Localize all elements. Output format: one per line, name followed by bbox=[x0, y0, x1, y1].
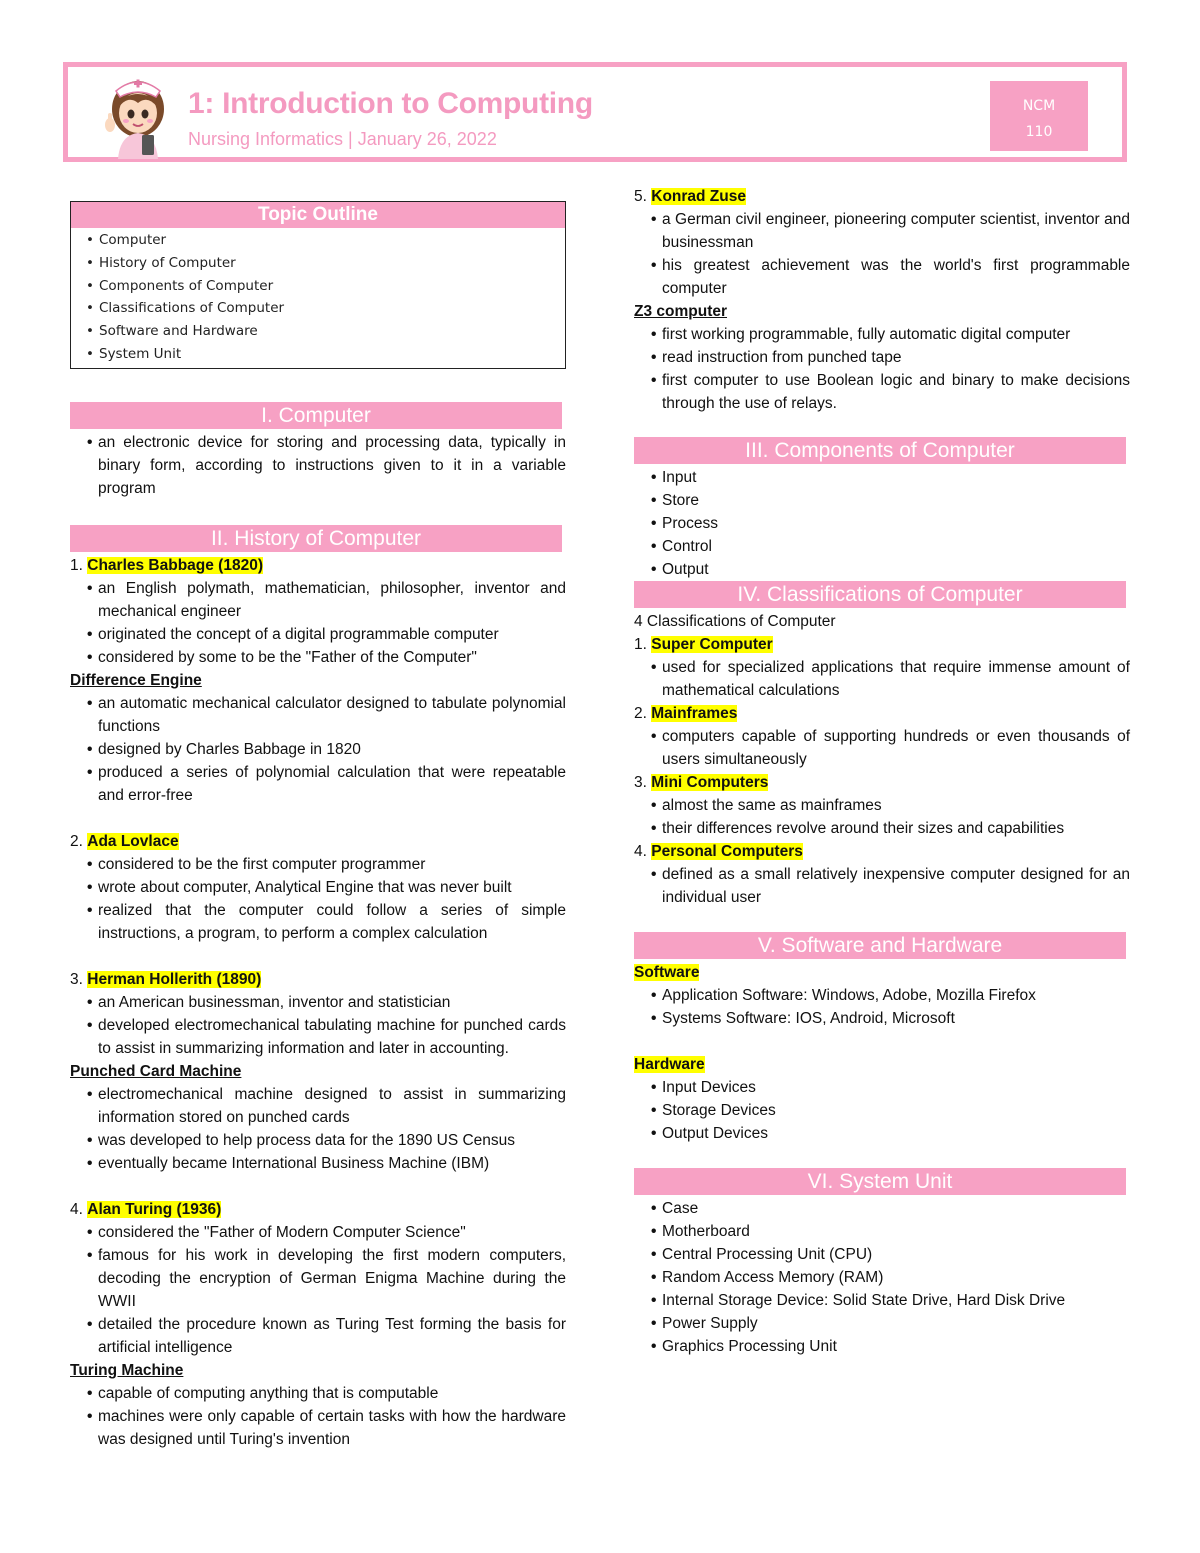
section-heading: V. Software and Hardware bbox=[634, 932, 1126, 959]
section-history bbox=[70, 525, 566, 1451]
person-heading bbox=[70, 554, 566, 577]
bullet-item: • electromechanical machine designed to assist in summarizing information stored on punched cards bbox=[98, 1083, 566, 1129]
document-title: 1: Introduction to Computing bbox=[188, 87, 593, 120]
bullet-item: • Input bbox=[662, 466, 1130, 489]
bullet-item: • Systems Software: IOS, Android, Microsoft bbox=[662, 1007, 1130, 1030]
bullet-item: • read instruction from punched tape bbox=[662, 346, 1130, 369]
bullet-item: • an English polymath, mathematician, philosopher, inventor and mechanical engineer bbox=[98, 577, 566, 623]
topic-outline-title: Topic Outline bbox=[71, 202, 565, 228]
person-heading bbox=[70, 830, 566, 853]
subheading: Difference Engine bbox=[70, 671, 202, 689]
bullet-list bbox=[634, 794, 1130, 840]
right-column bbox=[634, 185, 1130, 1371]
bullet-list bbox=[634, 466, 1130, 581]
person-name: Konrad Zuse bbox=[651, 188, 746, 205]
bullet-item: • his greatest achievement was the world's first programmable computer bbox=[662, 254, 1130, 300]
outline-item: • History of Computer bbox=[99, 252, 565, 275]
bullet-list bbox=[70, 577, 566, 669]
bullet-item: • eventually became International Business Machine (IBM) bbox=[98, 1152, 566, 1175]
bullet-item: • Random Access Memory (RAM) bbox=[662, 1266, 1130, 1289]
outline-item: • Computer bbox=[99, 229, 565, 252]
bullet-list bbox=[634, 984, 1130, 1030]
classifications-intro: 4 Classifications of Computer bbox=[634, 613, 836, 630]
bullet-item: • machines were only capable of certain tasks with how the hardware was designed until Turing's invention bbox=[98, 1405, 566, 1451]
hardware-label: Hardware bbox=[634, 1056, 705, 1073]
item-number: 4. bbox=[70, 1200, 83, 1218]
document-subtitle: Nursing Informatics | January 26, 2022 bbox=[188, 129, 497, 149]
section-heading: I. Computer bbox=[70, 402, 562, 429]
classification-name: Super Computer bbox=[651, 636, 773, 653]
outline-item: • Classifications of Computer bbox=[99, 297, 565, 320]
nurse-avatar-icon bbox=[98, 73, 176, 159]
person-name: Herman Hollerith (1890) bbox=[87, 970, 262, 988]
bullet-item: • considered to be the first computer programmer bbox=[98, 853, 566, 876]
document-header bbox=[63, 62, 1127, 162]
bullet-item: • detailed the procedure known as Turing Test forming the basis for artificial intelligence bbox=[98, 1313, 566, 1359]
bullet-list bbox=[70, 1221, 566, 1359]
subheading: Z3 computer bbox=[634, 303, 728, 320]
bullet-item: • Power Supply bbox=[662, 1312, 1130, 1335]
item-number: 4. bbox=[634, 843, 647, 860]
bullet-item: • computers capable of supporting hundreds or even thousands of users simultaneously bbox=[662, 725, 1130, 771]
section-heading: VI. System Unit bbox=[634, 1168, 1126, 1195]
bullet-item: • Input Devices bbox=[662, 1076, 1130, 1099]
bullet-list bbox=[634, 1076, 1130, 1145]
software-label-line bbox=[634, 961, 1130, 984]
bullet-item: • Output Devices bbox=[662, 1122, 1130, 1145]
person-heading bbox=[70, 968, 566, 991]
item-number: 2. bbox=[70, 832, 83, 850]
item-number: 1. bbox=[70, 556, 83, 574]
bullet-list bbox=[70, 853, 566, 945]
course-code-line2: 110 bbox=[1025, 124, 1053, 140]
bullet-item: • their differences revolve around their sizes and capabilities bbox=[662, 817, 1130, 840]
bullet-item: • capable of computing anything that is computable bbox=[98, 1382, 566, 1405]
bullet-list bbox=[634, 725, 1130, 771]
bullet-item: • an American businessman, inventor and statistician bbox=[98, 991, 566, 1014]
bullet-list bbox=[634, 208, 1130, 300]
bullet-item: • an automatic mechanical calculator designed to tabulate polynomial functions bbox=[98, 692, 566, 738]
bullet-item: • Central Processing Unit (CPU) bbox=[662, 1243, 1130, 1266]
bullet-item: • Application Software: Windows, Adobe, Mozilla Firefox bbox=[662, 984, 1130, 1007]
section-history-continued bbox=[634, 185, 1130, 415]
bullet-item: • defined as a small relatively inexpensive computer designed for an individual user bbox=[662, 863, 1130, 909]
bullet-item: • Storage Devices bbox=[662, 1099, 1130, 1122]
person-heading bbox=[634, 185, 1130, 208]
bullet-item: • a German civil engineer, pioneering computer scientist, inventor and businessman bbox=[662, 208, 1130, 254]
subheading: Turing Machine bbox=[70, 1361, 184, 1379]
outline-item: • Software and Hardware bbox=[99, 320, 565, 343]
item-number: 3. bbox=[70, 970, 83, 988]
bullet-item: • Case bbox=[662, 1197, 1130, 1220]
section-heading: III. Components of Computer bbox=[634, 437, 1126, 464]
item-number: 5. bbox=[634, 188, 647, 205]
bullet-list bbox=[634, 1197, 1130, 1358]
bullet-item: • Motherboard bbox=[662, 1220, 1130, 1243]
bullet-item: • considered the "Father of Modern Computer Science" bbox=[98, 1221, 566, 1244]
topic-outline-box bbox=[70, 201, 566, 369]
topic-outline-list bbox=[71, 228, 565, 368]
bullet-list bbox=[634, 323, 1130, 415]
course-code-line1: NCM bbox=[1022, 98, 1056, 114]
software-label: Software bbox=[634, 964, 700, 981]
bullet-item: • developed electromechanical tabulating machine for punched cards to assist in summarizing information and later in accounting. bbox=[98, 1014, 566, 1060]
bullet-list bbox=[70, 991, 566, 1060]
section-computer bbox=[70, 402, 566, 500]
bullet-item: • an electronic device for storing and processing data, typically in binary form, according to instructions given to it in a variable program bbox=[98, 431, 566, 500]
section-components bbox=[634, 437, 1130, 581]
left-column bbox=[70, 201, 566, 1464]
section-classifications bbox=[634, 581, 1130, 909]
bullet-list bbox=[634, 656, 1130, 702]
bullet-item: • considered by some to be the "Father of the Computer" bbox=[98, 646, 566, 669]
bullet-item: • Store bbox=[662, 489, 1130, 512]
outline-item: • System Unit bbox=[99, 343, 565, 366]
item-number: 2. bbox=[634, 705, 647, 722]
bullet-item: • Control bbox=[662, 535, 1130, 558]
classification-heading bbox=[634, 633, 1130, 656]
outline-item: • Components of Computer bbox=[99, 275, 565, 298]
bullet-item: • almost the same as mainframes bbox=[662, 794, 1130, 817]
section-system-unit bbox=[634, 1168, 1130, 1358]
hardware-label-line bbox=[634, 1053, 1130, 1076]
bullet-item: • Graphics Processing Unit bbox=[662, 1335, 1130, 1358]
bullet-list bbox=[70, 431, 566, 500]
classification-heading bbox=[634, 840, 1130, 863]
item-number: 3. bbox=[634, 774, 647, 791]
bullet-item: • realized that the computer could follow a series of simple instructions, a program, to perform a complex calculation bbox=[98, 899, 566, 945]
classification-name: Personal Computers bbox=[651, 843, 803, 860]
subheading: Punched Card Machine bbox=[70, 1062, 242, 1080]
bullet-list bbox=[70, 1083, 566, 1175]
classification-heading bbox=[634, 702, 1130, 725]
bullet-item: • Internal Storage Device: Solid State Drive, Hard Disk Drive bbox=[662, 1289, 1130, 1312]
course-code-badge bbox=[990, 81, 1088, 151]
bullet-list bbox=[634, 863, 1130, 909]
bullet-item: • Output bbox=[662, 558, 1130, 581]
person-heading bbox=[70, 1198, 566, 1221]
bullet-item: • Process bbox=[662, 512, 1130, 535]
bullet-item: • was developed to help process data for the 1890 US Census bbox=[98, 1129, 566, 1152]
bullet-item: • designed by Charles Babbage in 1820 bbox=[98, 738, 566, 761]
bullet-item: • produced a series of polynomial calculation that were repeatable and error-free bbox=[98, 761, 566, 807]
classification-heading bbox=[634, 771, 1130, 794]
bullet-item: • first working programmable, fully automatic digital computer bbox=[662, 323, 1130, 346]
bullet-item: • famous for his work in developing the first modern computers, decoding the encryption of German Enigma Machine during the WWII bbox=[98, 1244, 566, 1313]
bullet-list bbox=[70, 692, 566, 807]
classification-name: Mainframes bbox=[651, 705, 738, 722]
person-name: Charles Babbage (1820) bbox=[87, 556, 263, 574]
bullet-item: • first computer to use Boolean logic and binary to make decisions through the use of relays. bbox=[662, 369, 1130, 415]
bullet-item: • used for specialized applications that require immense amount of mathematical calculations bbox=[662, 656, 1130, 702]
bullet-item: • originated the concept of a digital programmable computer bbox=[98, 623, 566, 646]
classification-name: Mini Computers bbox=[651, 774, 769, 791]
section-heading: II. History of Computer bbox=[70, 525, 562, 552]
section-software-hardware bbox=[634, 932, 1130, 1145]
section-heading: IV. Classifications of Computer bbox=[634, 581, 1126, 608]
bullet-item: • wrote about computer, Analytical Engine that was never built bbox=[98, 876, 566, 899]
person-name: Alan Turing (1936) bbox=[87, 1200, 222, 1218]
item-number: 1. bbox=[634, 636, 647, 653]
bullet-list bbox=[70, 1382, 566, 1451]
person-name: Ada Lovlace bbox=[87, 832, 179, 850]
